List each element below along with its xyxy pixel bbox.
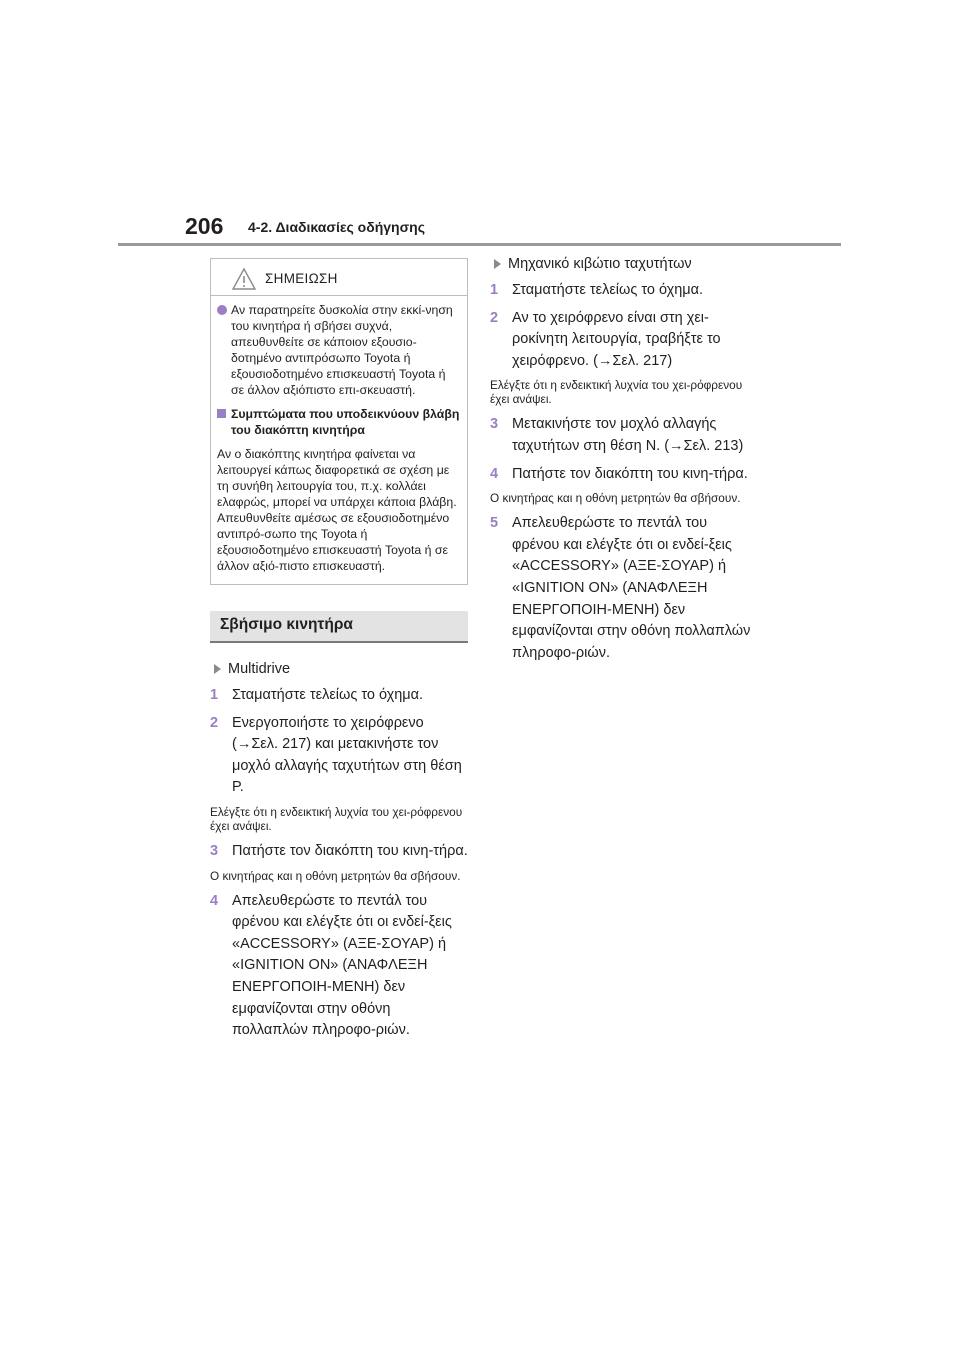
step-item bbox=[490, 308, 755, 373]
left-column bbox=[210, 258, 468, 1048]
step-item bbox=[490, 414, 755, 457]
multidrive-section bbox=[210, 659, 468, 1042]
subheading-multidrive: Multidrive bbox=[210, 659, 468, 679]
step-note: Ελέγξτε ότι η ενδεικτική λυχνία του χει-ρόφρενου έχει ανάψει. bbox=[210, 804, 463, 833]
header-divider bbox=[118, 243, 841, 246]
step-item bbox=[210, 841, 468, 863]
warning-icon bbox=[231, 267, 257, 291]
note-header bbox=[217, 265, 461, 295]
step-note: Ελέγξτε ότι η ενδεικτική λυχνία του χει-ρόφρενου έχει ανάψει. bbox=[490, 378, 743, 407]
note-item-text: Αν παρατηρείτε δυσκολία στην εκκί-νηση του κινητήρα ή σβήσει συχνά, απευθυνθείτε σε κάποιον εξουσιο-δοτημένο αντιπρόσωπο Toyota ή εξουσιοδοτημένο επισκευαστή Toyota ή σε άλλον αξιόπιστο επι-σκευαστή. bbox=[231, 303, 453, 397]
section-heading bbox=[210, 611, 468, 643]
step-number: 1 bbox=[490, 282, 499, 298]
step-item bbox=[490, 464, 755, 486]
step-text: Πατήστε τον διακόπτη του κινη-τήρα. bbox=[232, 842, 468, 859]
step-text: Απελευθερώστε το πεντάλ του φρένου και ελέγξτε ότι οι ενδεί-ξεις «ACCESSORY» (ΑΞΕ-ΣΟΥΑΡ) ή «IGNITION ON» (ΑΝΑΦΛΕΞΗ ΕΝΕΡΓΟΠΟΙΗ-ΜΕΝΗ) δεν εμφανίζονται στην οθόνη πολλαπλών πληροφο-ριών. bbox=[232, 892, 452, 1039]
step-note: Ο κινητήρας και η οθόνη μετρητών θα σβήσουν. bbox=[490, 491, 741, 506]
step-text: Πατήστε τον διακόπτη του κινη-τήρα. bbox=[512, 465, 748, 482]
page-header bbox=[185, 213, 845, 247]
step-number: 5 bbox=[490, 515, 499, 532]
step-number: 3 bbox=[490, 416, 499, 433]
bullet-dot-icon bbox=[217, 305, 227, 315]
note-title: ΣΗΜΕΙΩΣΗ bbox=[265, 271, 338, 286]
section-heading-text: Σβήσιμο κινητήρα bbox=[220, 616, 353, 633]
step-text: Σταματήστε τελείως το όχημα. bbox=[512, 282, 704, 298]
step-item bbox=[210, 713, 468, 799]
step-number: 2 bbox=[490, 309, 499, 326]
note-box bbox=[210, 258, 468, 585]
step-text: Μετακινήστε τον μοχλό αλλαγής ταχυτήτων στη θέση N. (→Σελ. 213) bbox=[512, 416, 744, 454]
note-subsection bbox=[217, 406, 461, 438]
step-number: 2 bbox=[210, 714, 219, 731]
step-item bbox=[490, 513, 755, 664]
step-note: Ο κινητήρας και η οθόνη μετρητών θα σβήσουν. bbox=[210, 868, 461, 883]
bullet-square-icon bbox=[217, 409, 226, 418]
step-text: Απελευθερώστε το πεντάλ του φρένου και ελέγξτε ότι οι ενδεί-ξεις «ACCESSORY» (ΑΞΕ-ΣΟΥΑΡ) ή «IGNITION ON» (ΑΝΑΦΛΕΞΗ ΕΝΕΡΓΟΠΟΙΗ-ΜΕΝΗ) δεν εμφανίζονται στην οθόνη πολλαπλών πληροφο-ριών. bbox=[512, 515, 751, 661]
step-text: Ενεργοποιήστε το χειρόφρενο (→Σελ. 217) και μετακινήστε τον μοχλό αλλαγής ταχυτήτων στη θέση P. bbox=[232, 714, 462, 796]
note-paragraph: Αν ο διακόπτης κινητήρα φαίνεται να λειτουργεί κάπως διαφορετικά σε σχέση με τη συνήθη λειτουργία του, π.χ. κολλάει ελαφρώς, μπορεί να υπάρχει κάποια βλάβη. Απευθυνθείτε αμέσως σε εξουσιοδοτημένο αντιπρό-σωπο της Toyota ή εξουσιοδοτημένο επισκευαστή Toyota ή σε άλλον αξιό-πιστο επισκευαστή. bbox=[217, 447, 457, 573]
right-column bbox=[490, 254, 755, 670]
triangle-bullet-icon bbox=[494, 259, 501, 269]
step-item bbox=[210, 685, 468, 707]
step-text: Αν το χειρόφρενο είναι στη χει-ροκίνητη λειτουργία, τραβήξτε το χειρόφρενο. (→Σελ. 217) bbox=[512, 309, 721, 369]
step-number: 1 bbox=[210, 687, 219, 703]
section-title: 4-2. Διαδικασίες οδήγησης bbox=[248, 219, 426, 235]
note-divider bbox=[211, 295, 467, 296]
step-number: 3 bbox=[210, 842, 219, 859]
subheading-manual: Μηχανικό κιβώτιο ταχυτήτων bbox=[490, 254, 755, 274]
step-item bbox=[210, 891, 468, 1042]
triangle-bullet-icon bbox=[214, 664, 221, 674]
note-subtitle: Συμπτώματα που υποδεικνύουν βλάβη του διακόπτη κινητήρα bbox=[231, 407, 460, 437]
step-number: 4 bbox=[210, 892, 219, 909]
page-number: 206 bbox=[185, 213, 224, 239]
step-number: 4 bbox=[490, 465, 499, 482]
step-text: Σταματήστε τελείως το όχημα. bbox=[232, 687, 424, 703]
note-item bbox=[217, 302, 461, 398]
step-item bbox=[490, 280, 755, 302]
